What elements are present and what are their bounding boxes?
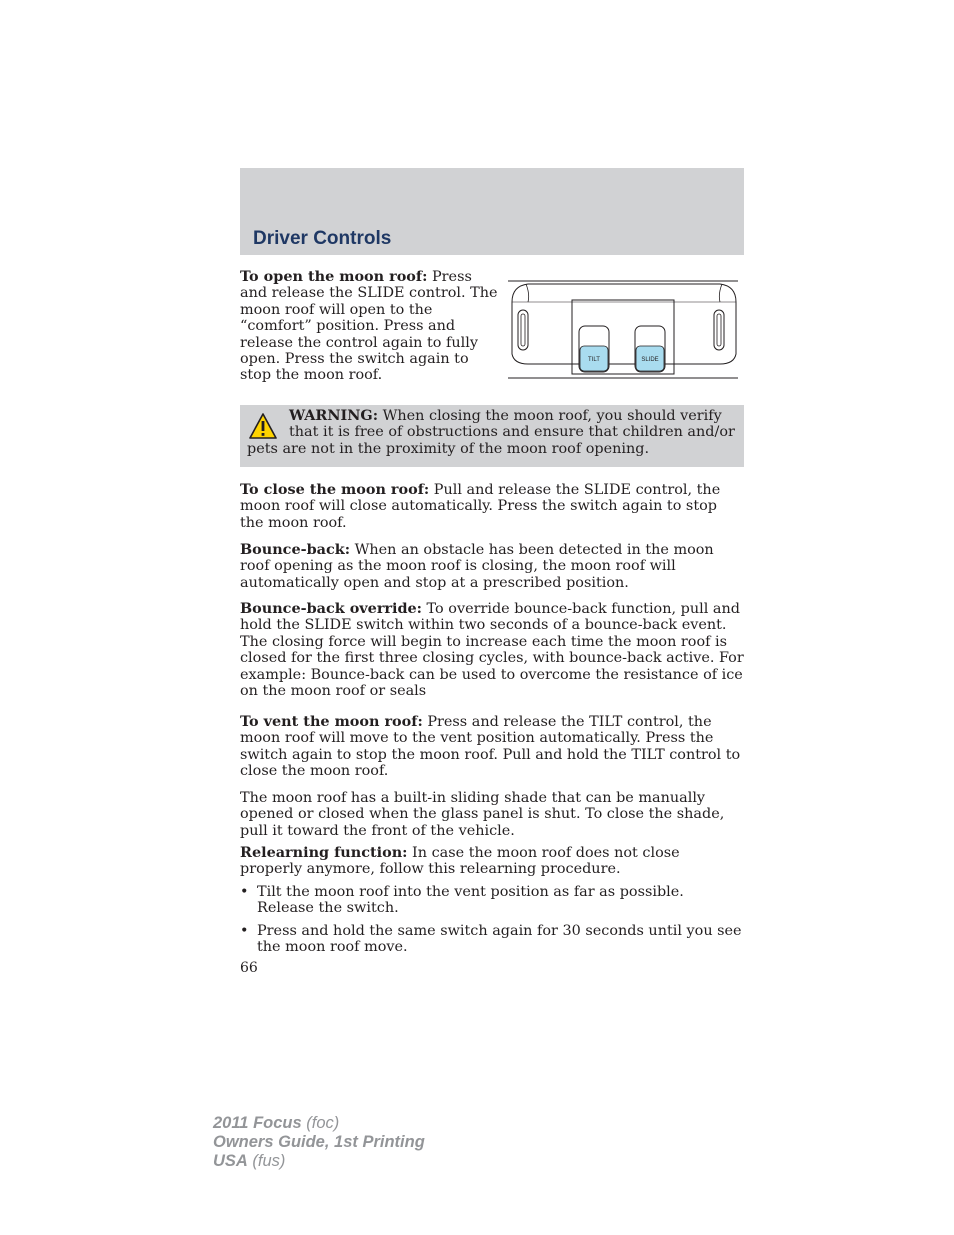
paragraph-text: To override bounce-back function, pull and hold the SLIDE switch within two seconds of a bounce-back event. The closing force will begin to increase each time the moon roof is closed for the first three closing cycles, with bounce-back active. For example: Bounce-back can be used to overcome the resistance of ice on the moon roof or seals — [240, 601, 744, 700]
bullet-marker: • — [240, 923, 249, 939]
footer-region: USA — [213, 1152, 248, 1170]
page-number: 66 — [240, 960, 258, 976]
vent-moon-roof-paragraph — [240, 714, 745, 780]
footer-guide-line — [213, 1133, 425, 1152]
bullet-text: Press and hold the same switch again for 30 seconds until you see the moon roof move. — [257, 923, 742, 956]
list-item — [240, 884, 745, 917]
warning-lead: WARNING: — [289, 407, 379, 424]
footer-model: 2011 Focus — [213, 1114, 302, 1132]
paragraph-lead: To close the moon roof: — [240, 481, 430, 498]
footer-guide: Owners Guide, 1st Printing — [213, 1133, 425, 1151]
paragraph-text: The moon roof has a built-in sliding shade that can be manually opened or closed when the glass panel is shut. To close the shade, pull it toward the front of the vehicle. — [240, 790, 725, 839]
open-moon-roof-paragraph — [240, 269, 500, 384]
warning-text — [247, 408, 739, 457]
moon-roof-control-illustration — [506, 272, 742, 384]
paragraph-text: Press and release the SLIDE control. The moon roof will open to the “comfort” position. Press and release the control again to fully open. Press the switch again to stop the moon roof. — [240, 269, 498, 384]
paragraph-text: When an obstacle has been detected in the moon roof opening as the moon roof is closing, the moon roof will automatically open and stop at a prescribed position. — [240, 542, 714, 591]
bullet-text: Tilt the moon roof into the vent position as far as possible. Release the switch. — [257, 884, 684, 917]
footer-region-code: (fus) — [247, 1152, 286, 1170]
paragraph-lead: To vent the moon roof: — [240, 713, 423, 730]
paragraph-lead: Relearning function: — [240, 844, 408, 861]
bounce-back-paragraph — [240, 542, 745, 591]
paragraph-lead: To open the moon roof: — [240, 268, 428, 285]
document-footer — [213, 1114, 425, 1171]
section-title: Driver Controls — [253, 228, 392, 249]
list-item — [240, 923, 745, 956]
footer-model-code: (foc) — [301, 1114, 340, 1132]
footer-model-line — [213, 1114, 425, 1133]
sliding-shade-paragraph — [240, 790, 745, 839]
bullet-marker: • — [240, 884, 249, 900]
bounce-back-override-paragraph — [240, 601, 745, 699]
paragraph-lead: Bounce-back override: — [240, 600, 422, 617]
slide-label: SLIDE — [641, 357, 659, 363]
paragraph-text: In case the moon roof does not close properly anymore, follow this relearning procedure. — [240, 845, 680, 878]
relearning-paragraph — [240, 845, 745, 878]
paragraph-text: Pull and release the SLIDE control, the moon roof will close automatically. Press the switch again to stop the moon roof. — [240, 482, 721, 531]
section-header-band — [240, 168, 744, 255]
warning-body: When closing the moon roof, you should verify that it is free of obstructions and ensure that children and/or pets are not in the proximity of the moon roof opening. — [247, 408, 735, 457]
warning-box — [240, 405, 744, 467]
tilt-label: TILT — [588, 357, 600, 363]
paragraph-text: Press and release the TILT control, the moon roof will move to the vent position automatically. Press the switch again to stop the moon roof. Pull and hold the TILT control to close the moon roof. — [240, 714, 741, 780]
footer-region-line — [213, 1152, 425, 1171]
close-moon-roof-paragraph — [240, 482, 745, 531]
paragraph-lead: Bounce-back: — [240, 541, 351, 558]
